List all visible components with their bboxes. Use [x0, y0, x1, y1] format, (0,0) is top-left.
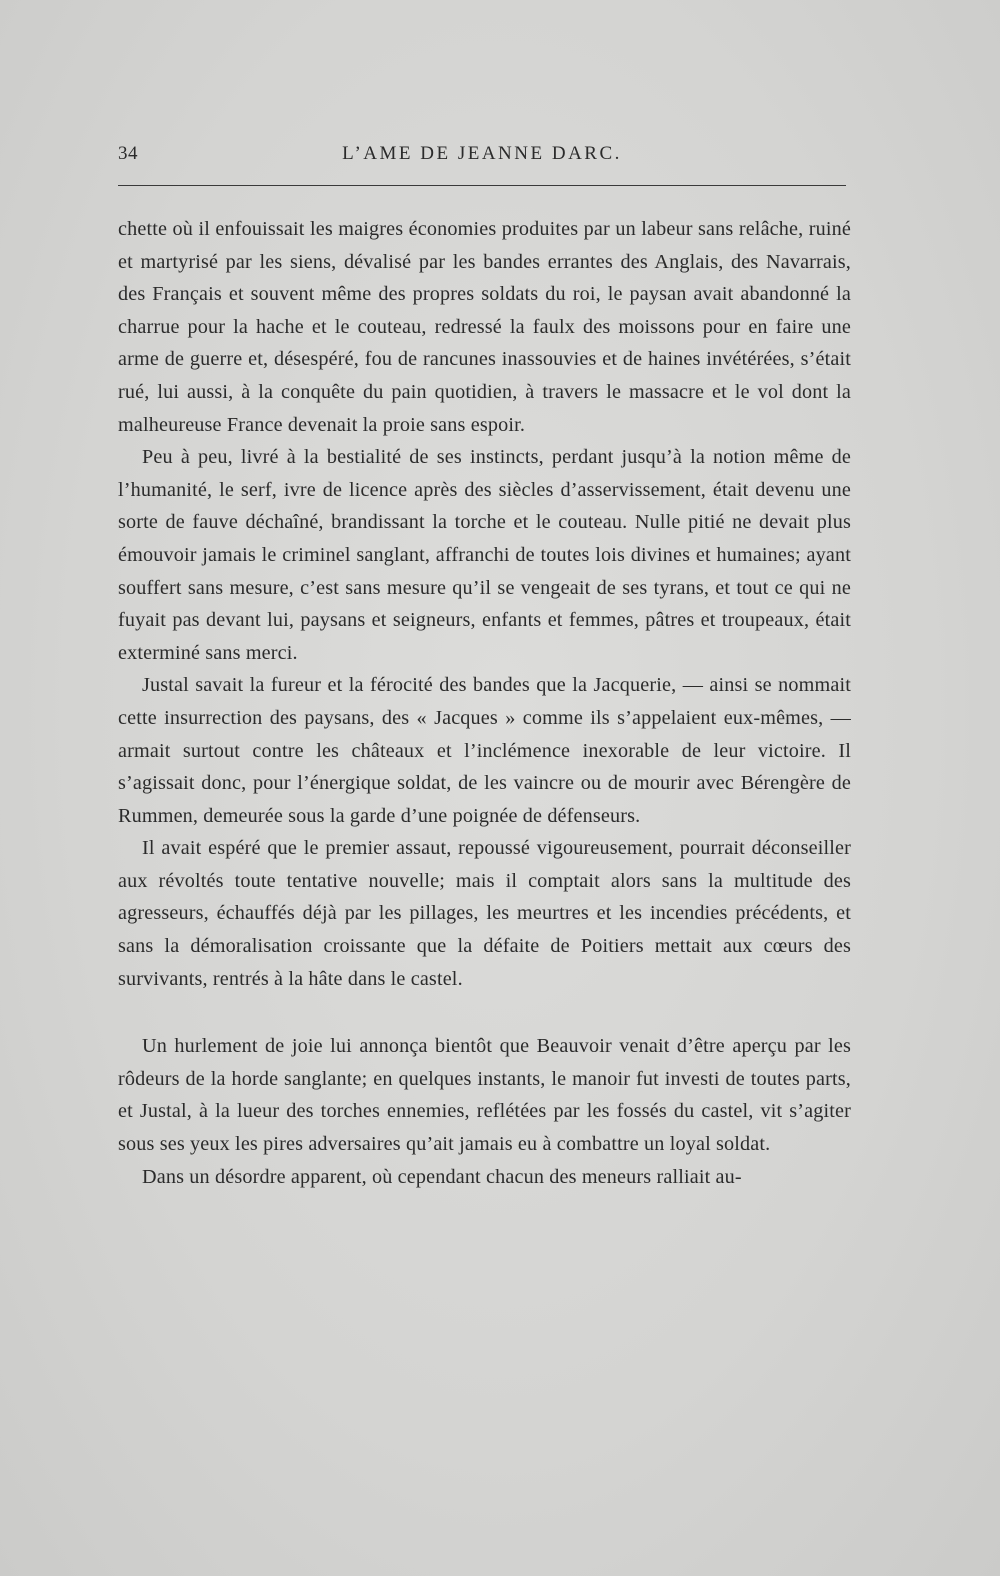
page-number: 34 [118, 143, 138, 164]
body-text [118, 213, 851, 1193]
running-header [118, 143, 846, 173]
paragraph-4: Il avait espéré que le premier assaut, repoussé vigoureusement, pourrait déconseiller aux révoltés toute tentative nouvelle; mais il comptait alors sans la multitude des agresseurs, échauffés déjà par les pillages, les meurtres et les incendies précédents, et sans la démoralisation croissante que la défaite de Poitiers mettait aux cœurs des survivants, rentrés à la hâte dans le castel. [118, 837, 851, 990]
header-rule [118, 185, 846, 186]
paragraph-1: chette où il enfouissait les maigres économies produites par un labeur sans relâche, ruiné et martyrisé par les siens, dévalisé par les bandes errantes des Anglais, des Navarrais, des Français et souvent même des propres soldats du roi, le paysan avait abandonné la charrue pour la hache et le couteau, redressé la faulx des moissons pour en faire une arme de guerre et, désespéré, fou de rancunes inassouvies et de haines invétérées, s’était rué, lui aussi, à la conquête du pain quotidien, à travers le massacre et le vol dont la malheureuse France devenait la proie sans espoir. [118, 218, 851, 436]
running-title: L’AME DE JEANNE DARC. [342, 143, 622, 164]
paragraph-5: Un hurlement de joie lui annonça bientôt que Beauvoir venait d’être aperçu par les rôdeurs de la horde sanglante; en quelques instants, le manoir fut investi de toutes parts, et Justal, à la lueur des torches ennemies, reflétées par les fossés du castel, vit s’agiter sous ses yeux les pires adversaires qu’ait jamais eu à combattre un loyal soldat. [118, 1035, 851, 1156]
paragraph-3: Justal savait la fureur et la férocité des bandes que la Jacquerie, — ainsi se nommait cette insurrection des paysans, des « Jacques » comme ils s’appelaient eux-mêmes, — armait surtout contre les châteaux et l’inclémence inexorable de leur victoire. Il s’agissait donc, pour l’énergique soldat, de les vaincre ou de mourir avec Bérengère de Rummen, demeurée sous la garde d’une poignée de défenseurs. [118, 674, 851, 827]
paragraph-6: Dans un désordre apparent, où cependant chacun des meneurs ralliait au- [142, 1165, 742, 1188]
paragraph-2: Peu à peu, livré à la bestialité de ses instincts, perdant jusqu’à la notion même de l’humanité, le serf, ivre de licence après des siècles d’asservissement, était devenu une sorte de fauve déchaîné, brandissant la torche et le couteau. Nulle pitié ne devait plus émouvoir jamais le criminel sanglant, affranchi de toutes lois divines et humaines; ayant souffert sans mesure, c’est sans mesure qu’il se vengeait de ses tyrans, et tout ce qui ne fuyait pas devant lui, paysans et seigneurs, enfants et femmes, pâtres et troupeaux, était exterminé sans merci. [118, 446, 851, 664]
